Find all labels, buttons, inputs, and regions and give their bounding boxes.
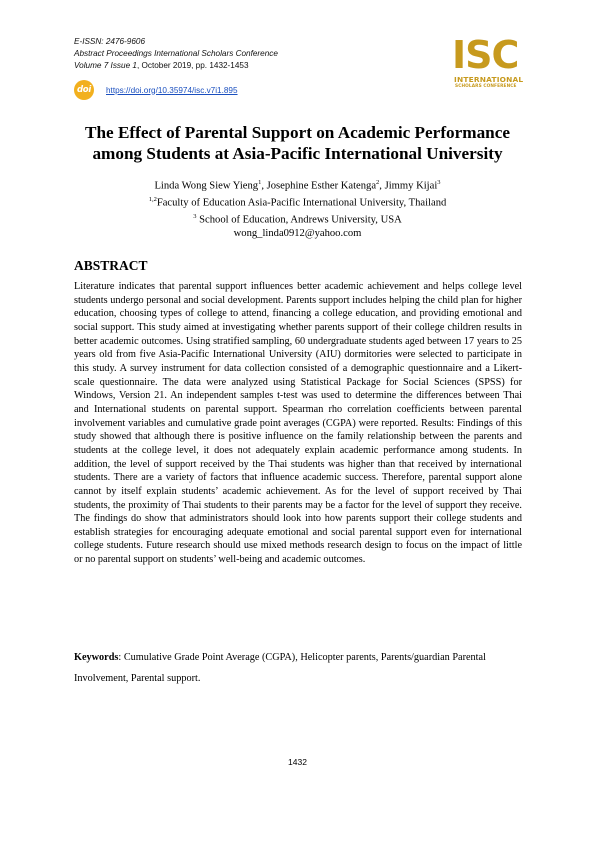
author-line [60, 176, 535, 193]
affiliation-2-sup: 3 [193, 213, 197, 221]
author1: Linda Wong Siew Yieng [154, 180, 259, 192]
doi-icon [74, 80, 94, 100]
title-line2: among Students at Asia-Pacific International University [92, 144, 503, 163]
affiliation-1 [60, 193, 535, 210]
eissn-line: E-ISSN: 2476-9606 [74, 37, 146, 46]
journal-info [74, 36, 278, 73]
logo-line2: SCHOLARS CONFERENCE [455, 84, 517, 89]
authors-block [60, 176, 535, 241]
volume-line [74, 60, 278, 72]
page-number: 1432 [288, 757, 307, 767]
author3: , Jimmy Kijai [379, 180, 438, 192]
doi-link[interactable]: https://doi.org/10.35974/isc.v7i1.895 [106, 85, 238, 95]
isc-logo [452, 33, 532, 90]
proceedings-line: Abstract Proceedings International Scholars Conference [74, 49, 278, 59]
author1-sup: 1 [258, 179, 262, 186]
title-line1: The Effect of Parental Support on Academic Performance [85, 123, 510, 142]
affiliation-1-sup: 1,2 [148, 196, 157, 204]
doi-row [74, 80, 238, 100]
affiliation-2-text: School of Education, Andrews University, USA [196, 214, 402, 226]
abstract-heading: ABSTRACT [74, 258, 148, 273]
doi-badge-text: doi [77, 85, 91, 95]
volume-issue: Volume 7 Issue 1 [74, 61, 137, 71]
author3-sup: 3 [437, 179, 441, 186]
author2-sup: 2 [376, 179, 380, 186]
logo-letters: ISC [452, 33, 519, 77]
keywords-label: Keywords [74, 652, 119, 663]
date-pages: , October 2019, pp. 1432-1453 [136, 61, 249, 71]
paper-title [60, 122, 535, 164]
author2: , Josephine Esther Katenga [261, 180, 377, 192]
abstract-body: Literature indicates that parental support influences better academic achievement and helps college level students undergo personal and social development. Parents support includes helping the child plan for higher education, choosing types of college to attend, financing a college education, and providing emotional and social support. This study aimed at investigating whether parents support of their college children results in better academic outcomes. Using stratified sampling, 60 undergraduate students aged between 17 years to 25 years old from five Asia-Pacific International University (AIU) dormitories were selected to participate in this study. A survey instrument for data collection consisted of a demographic questionnaire and a Likert-scale questionnaire. The data were analyzed using Statistical Package for Social Sciences (SPSS) for Windows, Version 21. An independent samples t-test was used to determine the differences between Thai and International students on parental support. Spearman rho correlation coefficients between parental involvement variables and cumulative grade point averages (CGPA) were reported. Results: Findings of this study showed that although there is positive influence on the family relationship between the parents and students at the college level, it does not adequately explain academic performance among students. In addition, the level of support received by the Thai students was higher than that received by international students. There are a variety of factors that influence academic success. Therefore, parental support alone cannot by itself explain students’ academic achievement. As for the level of support received by Thai students, the proximity of Thai students to their parents may be a factor for the level of support they receive. The findings do show that administrators should look into how parents support their college students and establish strategies for encouraging adequate emotional and social parental support even for international college students. Future research should use mixed methods research design to focus on the impact of little or no parental support on students’ well-being and academic outcomes. [74, 281, 522, 566]
author-email: wong_linda0912@yahoo.com [233, 228, 362, 240]
affiliation-2 [60, 210, 535, 227]
keywords [74, 647, 522, 689]
affiliation-1-text: Faculty of Education Asia-Pacific International University, Thailand [156, 197, 447, 209]
keywords-text: : Cumulative Grade Point Average (CGPA), Helicopter parents, Parents/guardian Parental Involvement, Parental support. [74, 652, 486, 684]
logo-line1: INTERNATIONAL [454, 75, 524, 84]
